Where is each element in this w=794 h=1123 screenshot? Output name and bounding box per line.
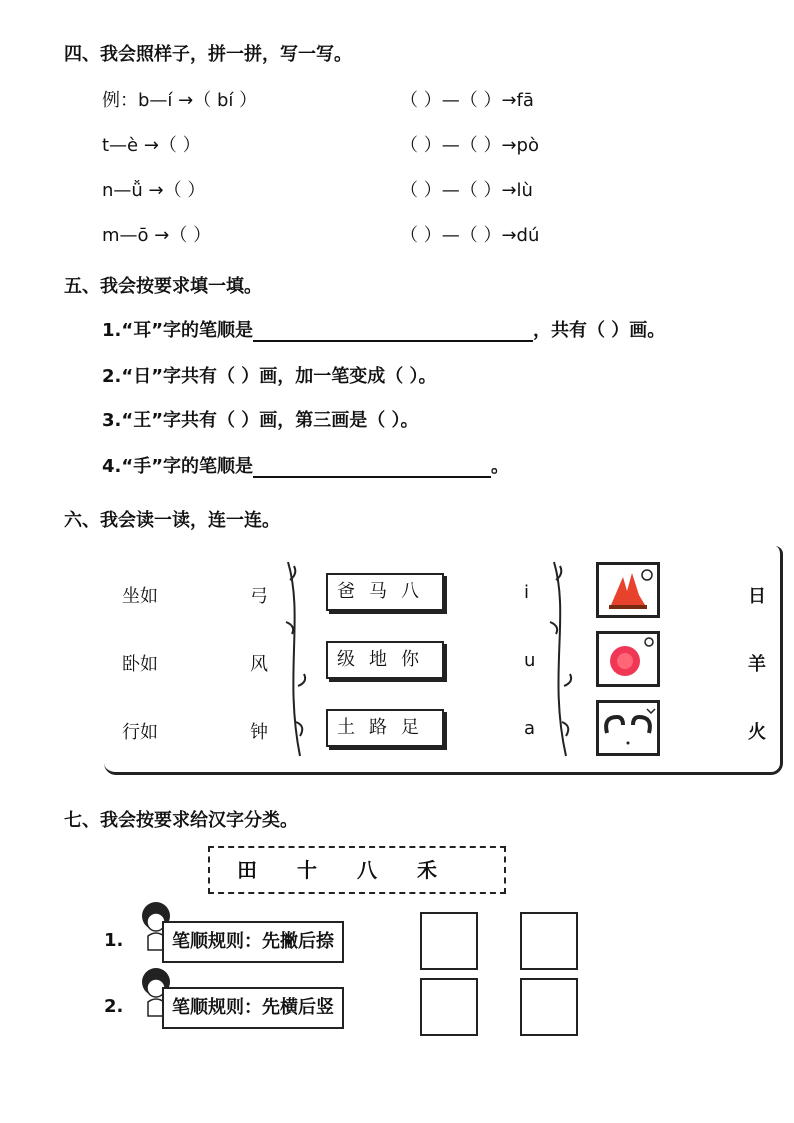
split-row-2: （ ）—（ ）→pò xyxy=(400,135,539,156)
left-word-3[interactable]: 行如 xyxy=(122,722,158,743)
item-number-1: 1. xyxy=(104,930,124,951)
sheep-icon[interactable] xyxy=(596,700,660,756)
answer-box-2b[interactable] xyxy=(520,978,578,1036)
word-box-3[interactable]: 土路足 xyxy=(326,709,444,747)
split-row-1: （ ）—（ ）→fā xyxy=(400,90,534,111)
right-char-3[interactable]: 火 xyxy=(748,722,766,743)
letter-1[interactable]: i xyxy=(524,582,530,603)
right-char-1[interactable]: 日 xyxy=(748,586,766,607)
answer-box-1b[interactable] xyxy=(520,912,578,970)
answer-line-4[interactable] xyxy=(253,454,491,478)
pinyin-row-1: t—è →（ ） xyxy=(102,135,201,156)
rule-label-2: 笔顺规则：先横后竖 xyxy=(162,987,344,1029)
answer-line-1[interactable] xyxy=(253,318,533,342)
section-5-title: 五、我会按要求填一填。 xyxy=(64,276,262,297)
question-2: 2.“日”字共有（ ）画，加一笔变成（ ）。 xyxy=(102,366,437,387)
section-7-title: 七、我会按要求给汉字分类。 xyxy=(64,810,298,831)
mid-char-3[interactable]: 钟 xyxy=(250,722,268,743)
vine-divider-left xyxy=(276,556,316,766)
section-4-title: 四、我会照样子，拼一拼，写一写。 xyxy=(64,44,352,65)
example-row: 例：b—í →（ bí ） xyxy=(102,90,258,111)
word-box-1[interactable]: 爸马八 xyxy=(326,573,444,611)
character-bank: 田十八禾 xyxy=(208,846,506,894)
answer-box-1a[interactable] xyxy=(420,912,478,970)
word-box-2[interactable]: 级地你 xyxy=(326,641,444,679)
sun-icon[interactable] xyxy=(596,631,660,687)
mid-char-2[interactable]: 风 xyxy=(250,654,268,675)
rule-label-1: 笔顺规则：先撇后捺 xyxy=(162,921,344,963)
pinyin-row-3: m—ō →（ ） xyxy=(102,225,212,246)
fire-icon[interactable] xyxy=(596,562,660,618)
split-row-4: （ ）—（ ）→dú xyxy=(400,225,540,246)
split-row-3: （ ）—（ ）→lù xyxy=(400,180,533,201)
question-1: 1.“耳”字的笔顺是 ，共有（ ）画。 xyxy=(102,320,666,341)
left-word-2[interactable]: 卧如 xyxy=(122,654,158,675)
answer-box-2a[interactable] xyxy=(420,978,478,1036)
vine-divider-right xyxy=(540,556,580,766)
section-6-title: 六、我会读一读，连一连。 xyxy=(64,510,280,531)
left-word-1[interactable]: 坐如 xyxy=(122,586,158,607)
mid-char-1[interactable]: 弓 xyxy=(250,586,268,607)
question-4: 4.“手”字的笔顺是 。 xyxy=(102,456,510,477)
letter-2[interactable]: u xyxy=(524,650,536,671)
right-char-2[interactable]: 羊 xyxy=(748,654,766,675)
letter-3[interactable]: a xyxy=(524,718,536,739)
pinyin-row-2: n—ǚ →（ ） xyxy=(102,180,206,201)
item-number-2: 2. xyxy=(104,996,124,1017)
question-3: 3.“王”字共有（ ）画，第三画是（ ）。 xyxy=(102,410,419,431)
